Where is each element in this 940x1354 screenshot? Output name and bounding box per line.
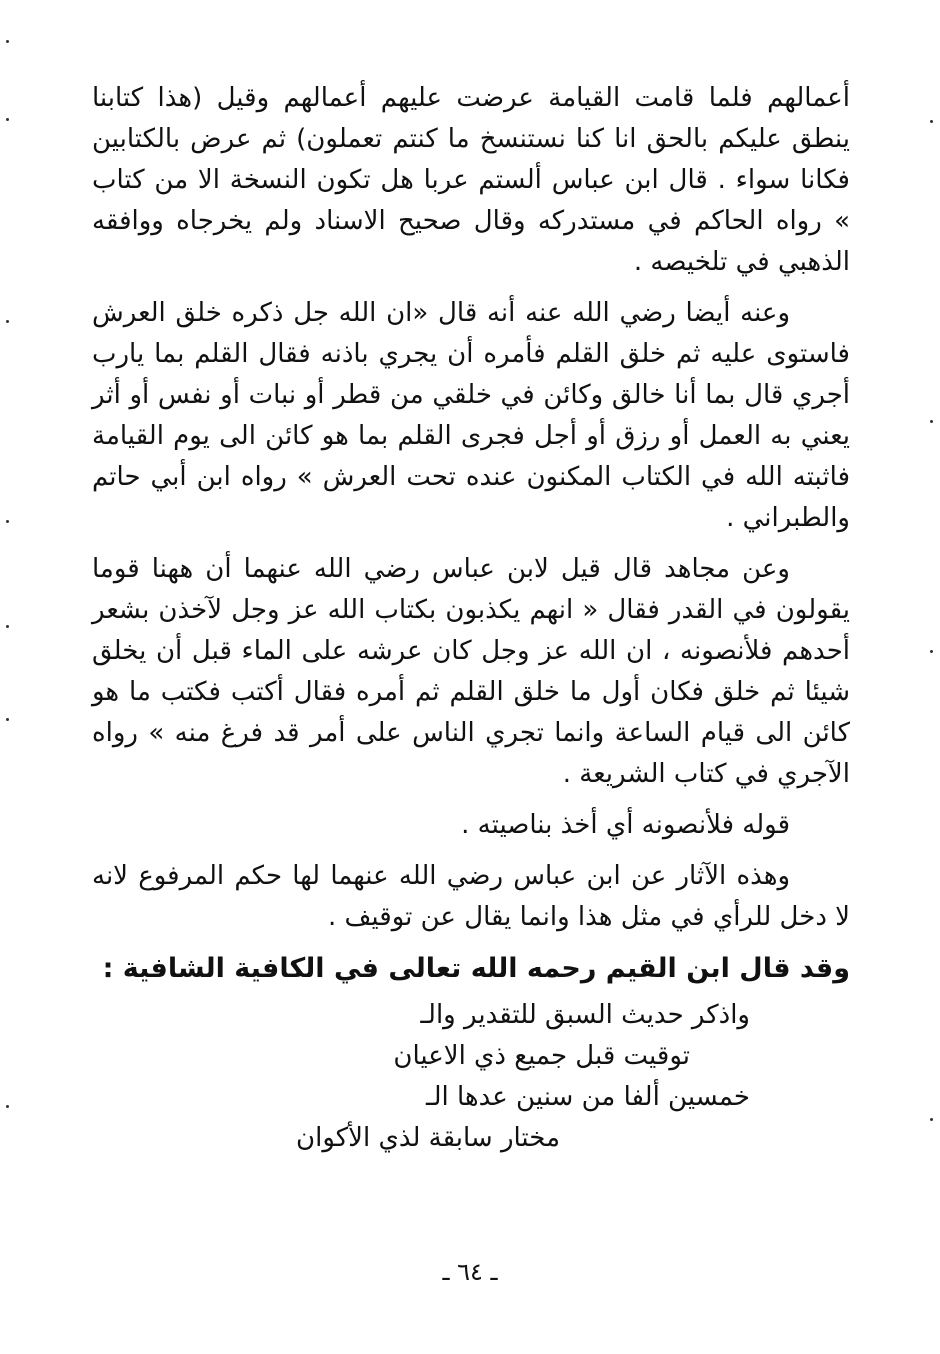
verse-line-3 (92, 1077, 850, 1118)
verse-text: توقيت قبل جميع ذي الاعيان (393, 1041, 690, 1071)
margin-mark (6, 1105, 9, 1108)
margin-mark (6, 520, 9, 523)
margin-mark (6, 718, 9, 721)
verse-line-1 (92, 995, 850, 1036)
margin-mark (930, 1118, 933, 1121)
verse-line-4 (92, 1118, 850, 1159)
paragraph-2: وعنه أيضا رضي الله عنه أنه قال «ان الله جل ذكره خلق العرش فاستوى عليه ثم خلق القلم فأمره أن يجري باذنه فقال القلم بما يارب أجري قال بما أنا خالق وكائن في خلقي من قطر أو نبات أو نفس أو أثر يعني به العمل أو رزق أو أجل فجرى القلم بما هو كائن الى يوم القيامة فاثبته الله في الكتاب المكنون عنده تحت العرش » رواه ابن أبي حاتم والطبراني . (92, 298, 850, 533)
margin-mark (6, 40, 9, 43)
margin-mark (930, 120, 933, 123)
margin-mark (6, 320, 9, 323)
verse-text: مختار سابقة لذي الأكوان (296, 1123, 560, 1153)
paragraph-4: قوله فلأنصونه أي أخذ بناصيته . (461, 810, 790, 840)
page-number: ـ ٦٤ ـ (442, 1258, 498, 1286)
paragraph-5: وهذه الآثار عن ابن عباس رضي الله عنهما لها حكم المرفوع لانه لا دخل للرأي في مثل هذا وانما يقال عن توقيف . (92, 861, 850, 932)
paragraph-1: أعمالهم فلما قامت القيامة عرضت عليهم أعمالهم وقيل (هذا كتابنا ينطق عليكم بالحق انا كنا نستنسخ ما كنتم تعملون) ثم عرض بالكتابين فكانا سواء . قال ابن عباس ألستم عربا هل تكون النسخة الا من كتاب » رواه الحاكم في مستدركه وقال صحيح الاسناد ولم يخرجاه ووافقه الذهبي في تلخيصه . (92, 83, 850, 277)
margin-mark (930, 650, 933, 653)
section-heading: وقد قال ابن القيم رحمه الله تعالى في الكافية الشافية : (102, 953, 850, 984)
paragraph-3: وعن مجاهد قال قيل لابن عباس رضي الله عنهما أن ههنا قوما يقولون في القدر فقال « انهم يكذبون بكتاب الله عز وجل لآخذن بشعر أحدهم فلأنصونه ، ان الله عز وجل كان عرشه على الماء قبل أن يخلق شيئا ثم خلق فكان أول ما خلق القلم ثم أمره فقال أكتب فكتب ما هو كائن الى قيام الساعة وانما تجري الناس على أمر قد فرغ منه » رواه الآجري في كتاب الشريعة . (92, 554, 850, 789)
margin-mark (930, 420, 933, 423)
verse-text: واذكر حديث السبق للتقدير وال‍ـ (420, 1000, 750, 1030)
page-body (92, 78, 850, 1159)
margin-mark (6, 118, 9, 121)
verse-text: خمسين ألفا من سنين عدها ال‍ـ (425, 1082, 750, 1112)
margin-mark (6, 625, 9, 628)
verse-line-2 (92, 1036, 850, 1077)
